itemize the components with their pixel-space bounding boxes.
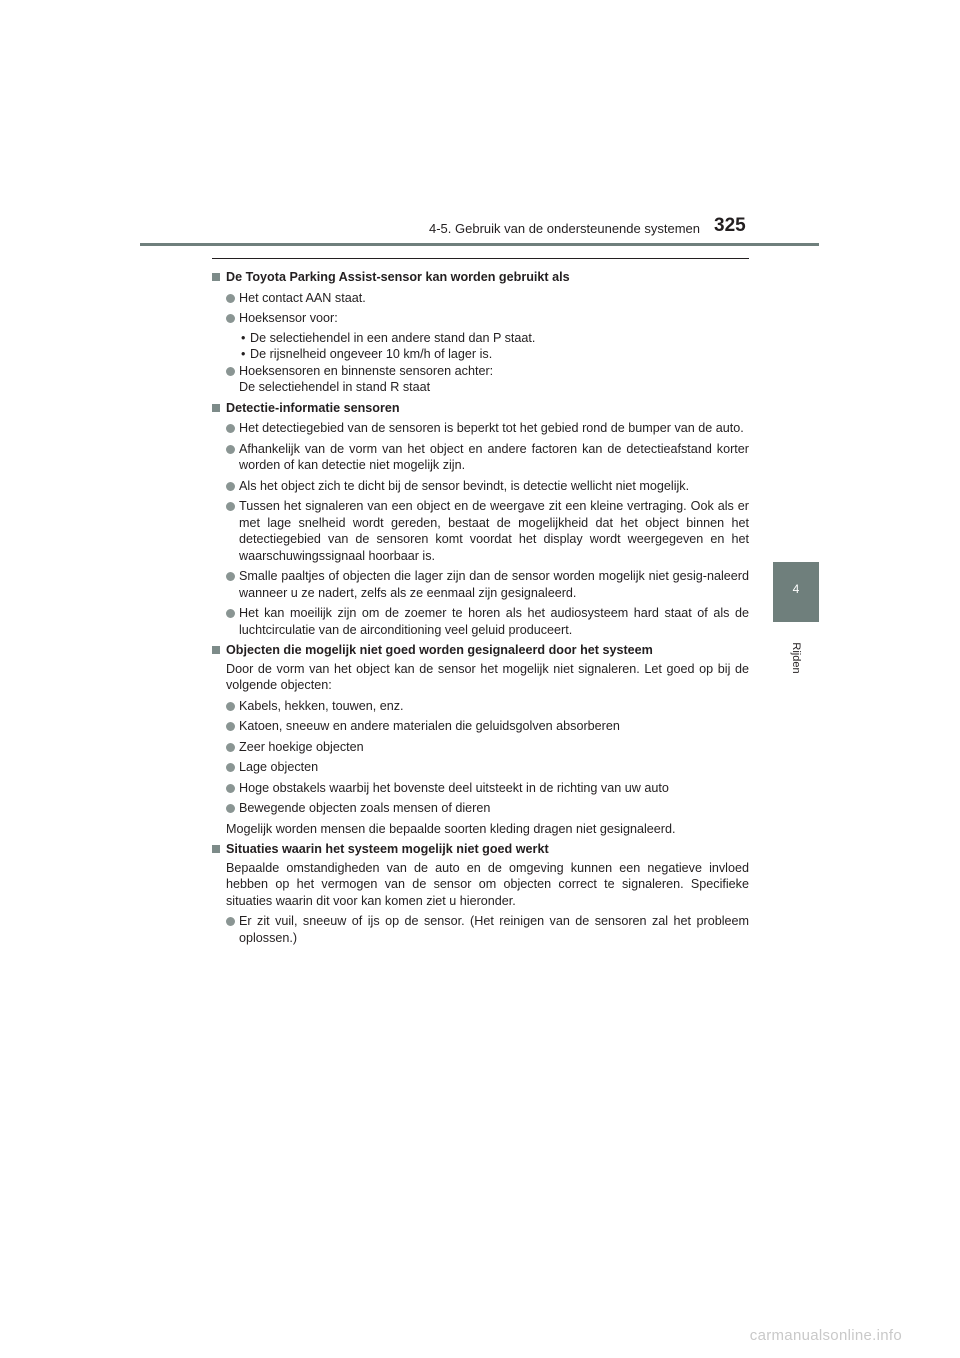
section-title: De Toyota Parking Assist-sensor kan worden gebruikt als: [226, 270, 570, 284]
list-item: [212, 739, 749, 756]
list-item-text: Tussen het signaleren van een object en de weergave zit een kleine vertraging. Ook als er met lage snelheid wordt gereden, bestaat de mogelijkheid dat het object binnen het detectiegebied van de sensoren komt voordat het display wordt weergegeven en het waarschuwingssignaal hoorbaar is.: [239, 499, 749, 563]
round-bullet-icon: [226, 743, 235, 752]
round-bullet-icon: [226, 367, 235, 376]
round-bullet-icon: [226, 294, 235, 303]
chapter-side-label: [773, 622, 819, 692]
page-content: [212, 265, 749, 946]
small-dot-icon: •: [241, 330, 246, 345]
section-heading: [212, 841, 749, 858]
chapter-title: 4-5. Gebruik van de ondersteunende systemen: [428, 221, 700, 236]
list-item: [212, 478, 749, 495]
list-item-text: Bewegende objecten zoals mensen of dieren: [239, 801, 491, 815]
list-item-text: Afhankelijk van de vorm van het object en andere factoren kan de detectieafstand korter worden of kan detectie niet mogelijk zijn.: [239, 441, 749, 472]
small-dot-icon: •: [241, 347, 246, 361]
list-item-text: Het contact AAN staat.: [239, 290, 366, 305]
list-item: [212, 698, 749, 715]
list-item: [212, 441, 749, 474]
list-item: [212, 498, 749, 564]
section-intro: Door de vorm van het object kan de sensor het mogelijk niet signaleren. Let goed op bij de volgende objecten:: [226, 661, 749, 692]
round-bullet-icon: [226, 917, 235, 926]
list-item-text: Hoeksensor voor:: [239, 311, 338, 325]
square-bullet-icon: [212, 404, 220, 412]
square-bullet-icon: [212, 845, 220, 853]
list-item: [212, 759, 749, 776]
round-bullet-icon: [226, 314, 235, 323]
list-item: [212, 605, 749, 638]
section-title: Situaties waarin het systeem mogelijk niet goed werkt: [226, 842, 549, 856]
sub-list-item-text: De rijsnelheid ongeveer 10 km/h of lager is.: [250, 347, 493, 361]
section-outro: Mogelijk worden mensen die bepaalde soorten kleding dragen niet gesignaleerd.: [226, 821, 676, 836]
section-heading: [212, 400, 749, 417]
section-title: Detectie-informatie sensoren: [226, 400, 400, 415]
list-item: [212, 568, 749, 601]
round-bullet-icon: [226, 572, 235, 581]
header-rule: [140, 243, 819, 246]
list-item-text: Kabels, hekken, touwen, enz.: [239, 698, 404, 713]
round-bullet-icon: [226, 424, 235, 433]
list-item: [212, 913, 749, 946]
list-item-text: Er zit vuil, sneeuw of ijs op de sensor. (Het reinigen van de sensoren zal het probleem oplossen.): [239, 914, 749, 945]
round-bullet-icon: [226, 722, 235, 731]
chapter-side-label-text: Rijden: [790, 642, 802, 674]
list-item-text: Smalle paaltjes of objecten die lager zijn dan de sensor worden mogelijk niet gesig-naleerd wanneer u ze nadert, zelfs als ze eenmaal zijn gesignaleerd.: [239, 569, 749, 600]
section-intro: Bepaalde omstandigheden van de auto en de omgeving kunnen een negatieve invloed hebben op het vermogen van de sensor om objecten correct te signaleren. Specifieke situaties waarin dit voor kan komen ziet u hieronder.: [226, 860, 749, 908]
sub-list-item-text: De selectiehendel in een andere stand dan P staat.: [250, 330, 536, 345]
list-item-text: Hoge obstakels waarbij het bovenste deel uitsteekt in de richting van uw auto: [239, 780, 669, 795]
round-bullet-icon: [226, 482, 235, 491]
round-bullet-icon: [226, 702, 235, 711]
list-item: [212, 780, 749, 797]
section-title: Objecten die mogelijk niet goed worden gesignaleerd door het systeem: [226, 643, 653, 657]
chapter-tab-number: 4: [792, 582, 800, 596]
list-item-text: Lage objecten: [239, 760, 319, 774]
list-item: [212, 800, 749, 817]
list-item-text-continued: De selectiehendel in stand R staat: [239, 380, 431, 394]
list-item-text: Zeer hoekige objecten: [239, 739, 364, 754]
content-top-rule: [212, 258, 749, 259]
list-item-text: Hoeksensoren en binnenste sensoren achter:: [239, 363, 494, 378]
page-number: 325: [714, 215, 746, 236]
list-item-text: Katoen, sneeuw en andere materialen die geluidsgolven absorberen: [239, 719, 620, 733]
sub-list-item: [212, 330, 749, 347]
square-bullet-icon: [212, 273, 220, 281]
list-item: [212, 310, 749, 327]
section-heading: [212, 642, 749, 659]
list-item: [212, 420, 749, 437]
round-bullet-icon: [226, 784, 235, 793]
sub-list-item: [212, 346, 749, 363]
round-bullet-icon: [226, 804, 235, 813]
footer: [0, 1327, 960, 1345]
round-bullet-icon: [226, 502, 235, 511]
list-item: [212, 718, 749, 735]
watermark-text: carmanualsonline.info: [749, 1327, 902, 1344]
round-bullet-icon: [226, 609, 235, 618]
list-item: [212, 363, 749, 396]
square-bullet-icon: [212, 646, 220, 654]
list-item-text: Het detectiegebied van de sensoren is beperkt tot het gebied rond de bumper van de auto.: [239, 421, 744, 435]
list-item-text: Het kan moeilijk zijn om de zoemer te horen als het audiosysteem hard staat of als de luchtcirculatie van de airconditioning veel geluid produceert.: [239, 606, 749, 637]
round-bullet-icon: [226, 763, 235, 772]
list-item: [212, 290, 749, 307]
section-heading: [212, 269, 749, 286]
list-item-text: Als het object zich te dicht bij de sensor bevindt, is detectie wellicht niet mogelijk.: [239, 478, 690, 493]
round-bullet-icon: [226, 445, 235, 454]
chapter-tab[interactable]: [773, 562, 819, 622]
